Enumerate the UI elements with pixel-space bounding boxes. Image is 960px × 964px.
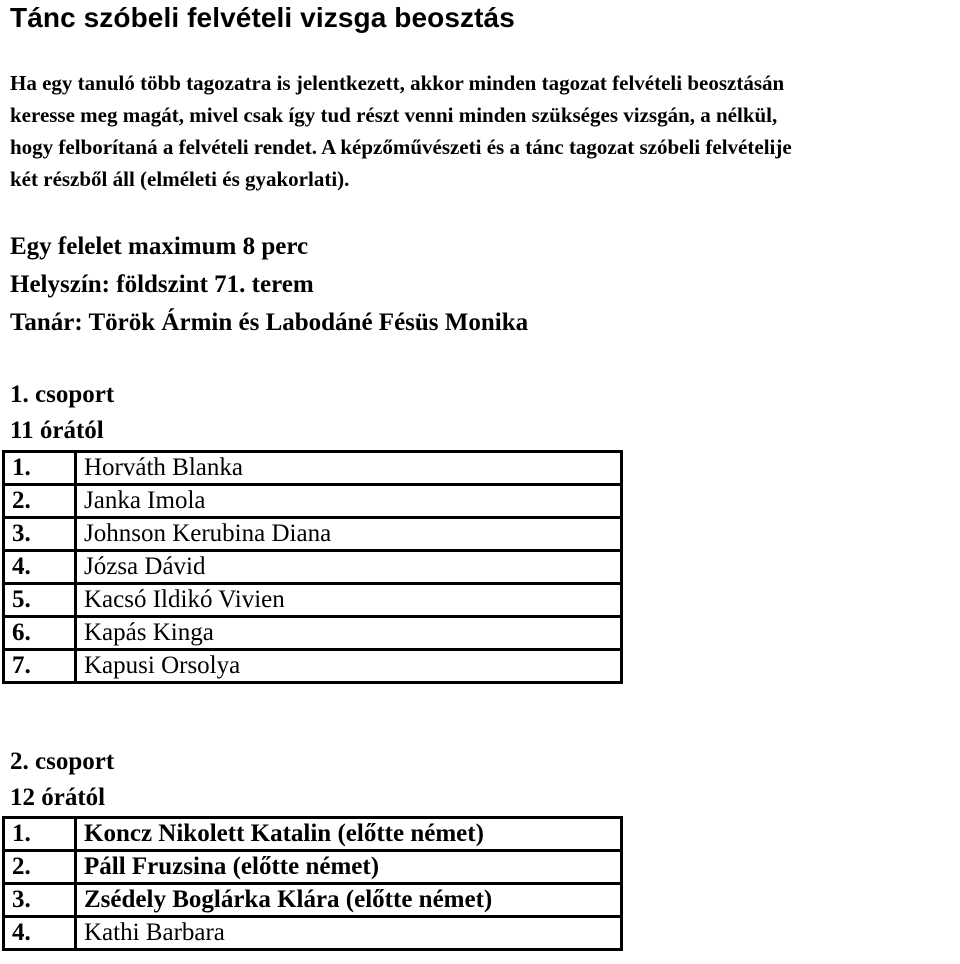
group-1-table (2, 450, 623, 684)
table-row (4, 518, 622, 551)
row-number: 2. (4, 485, 76, 518)
student-name: Janka Imola (76, 485, 622, 518)
student-name: Kapás Kinga (76, 617, 622, 650)
student-name: Kathi Barbara (76, 917, 622, 950)
student-name: Kapusi Orsolya (76, 650, 622, 683)
intro-line: keresse meg magát, mivel csak így tud részt venni minden szükséges vizsgán, a nélkül, (10, 103, 778, 127)
row-number: 1. (4, 818, 76, 851)
exam-location: Helyszín: földszint 71. terem (10, 271, 314, 298)
row-number: 5. (4, 584, 76, 617)
student-name: Páll Fruzsina (előtte német) (76, 851, 622, 884)
student-name: Józsa Dávid (76, 551, 622, 584)
table-row (4, 551, 622, 584)
table-row (4, 452, 622, 485)
intro-line: hogy felborítaná a felvételi rendet. A képzőművészeti és a tánc tagozat szóbeli felvételije (10, 135, 792, 159)
student-name: Koncz Nikolett Katalin (előtte német) (76, 818, 622, 851)
table-row (4, 485, 622, 518)
intro-line: két részből áll (elméleti és gyakorlati). (10, 167, 350, 191)
student-name: Kacsó Ildikó Vivien (76, 584, 622, 617)
row-number: 1. (4, 452, 76, 485)
group-2-time: 12 órától (10, 784, 106, 811)
table-row (4, 818, 622, 851)
student-name: Horváth Blanka (76, 452, 622, 485)
page-title: Tánc szóbeli felvételi vizsga beosztás (10, 2, 515, 33)
group-1-time: 11 órától (10, 417, 104, 444)
row-number: 6. (4, 617, 76, 650)
row-number: 3. (4, 518, 76, 551)
row-number: 4. (4, 917, 76, 950)
table-row (4, 851, 622, 884)
intro-line: Ha egy tanuló több tagozatra is jelentkezett, akkor minden tagozat felvételi beosztásán (10, 71, 785, 95)
group-1-label: 1. csoport (10, 381, 115, 408)
row-number: 3. (4, 884, 76, 917)
student-name: Johnson Kerubina Diana (76, 518, 622, 551)
table-row (4, 617, 622, 650)
student-name: Zsédely Boglárka Klára (előtte német) (76, 884, 622, 917)
group-2-label: 2. csoport (10, 748, 115, 775)
table-row (4, 917, 622, 950)
row-number: 7. (4, 650, 76, 683)
exam-teachers: Tanár: Török Ármin és Labodáné Fésüs Monika (10, 309, 529, 336)
intro-paragraph (10, 67, 955, 195)
table-row (4, 884, 622, 917)
group-2-table (2, 816, 623, 951)
exam-duration: Egy felelet maximum 8 perc (10, 233, 309, 260)
table-row (4, 650, 622, 683)
row-number: 4. (4, 551, 76, 584)
table-row (4, 584, 622, 617)
row-number: 2. (4, 851, 76, 884)
